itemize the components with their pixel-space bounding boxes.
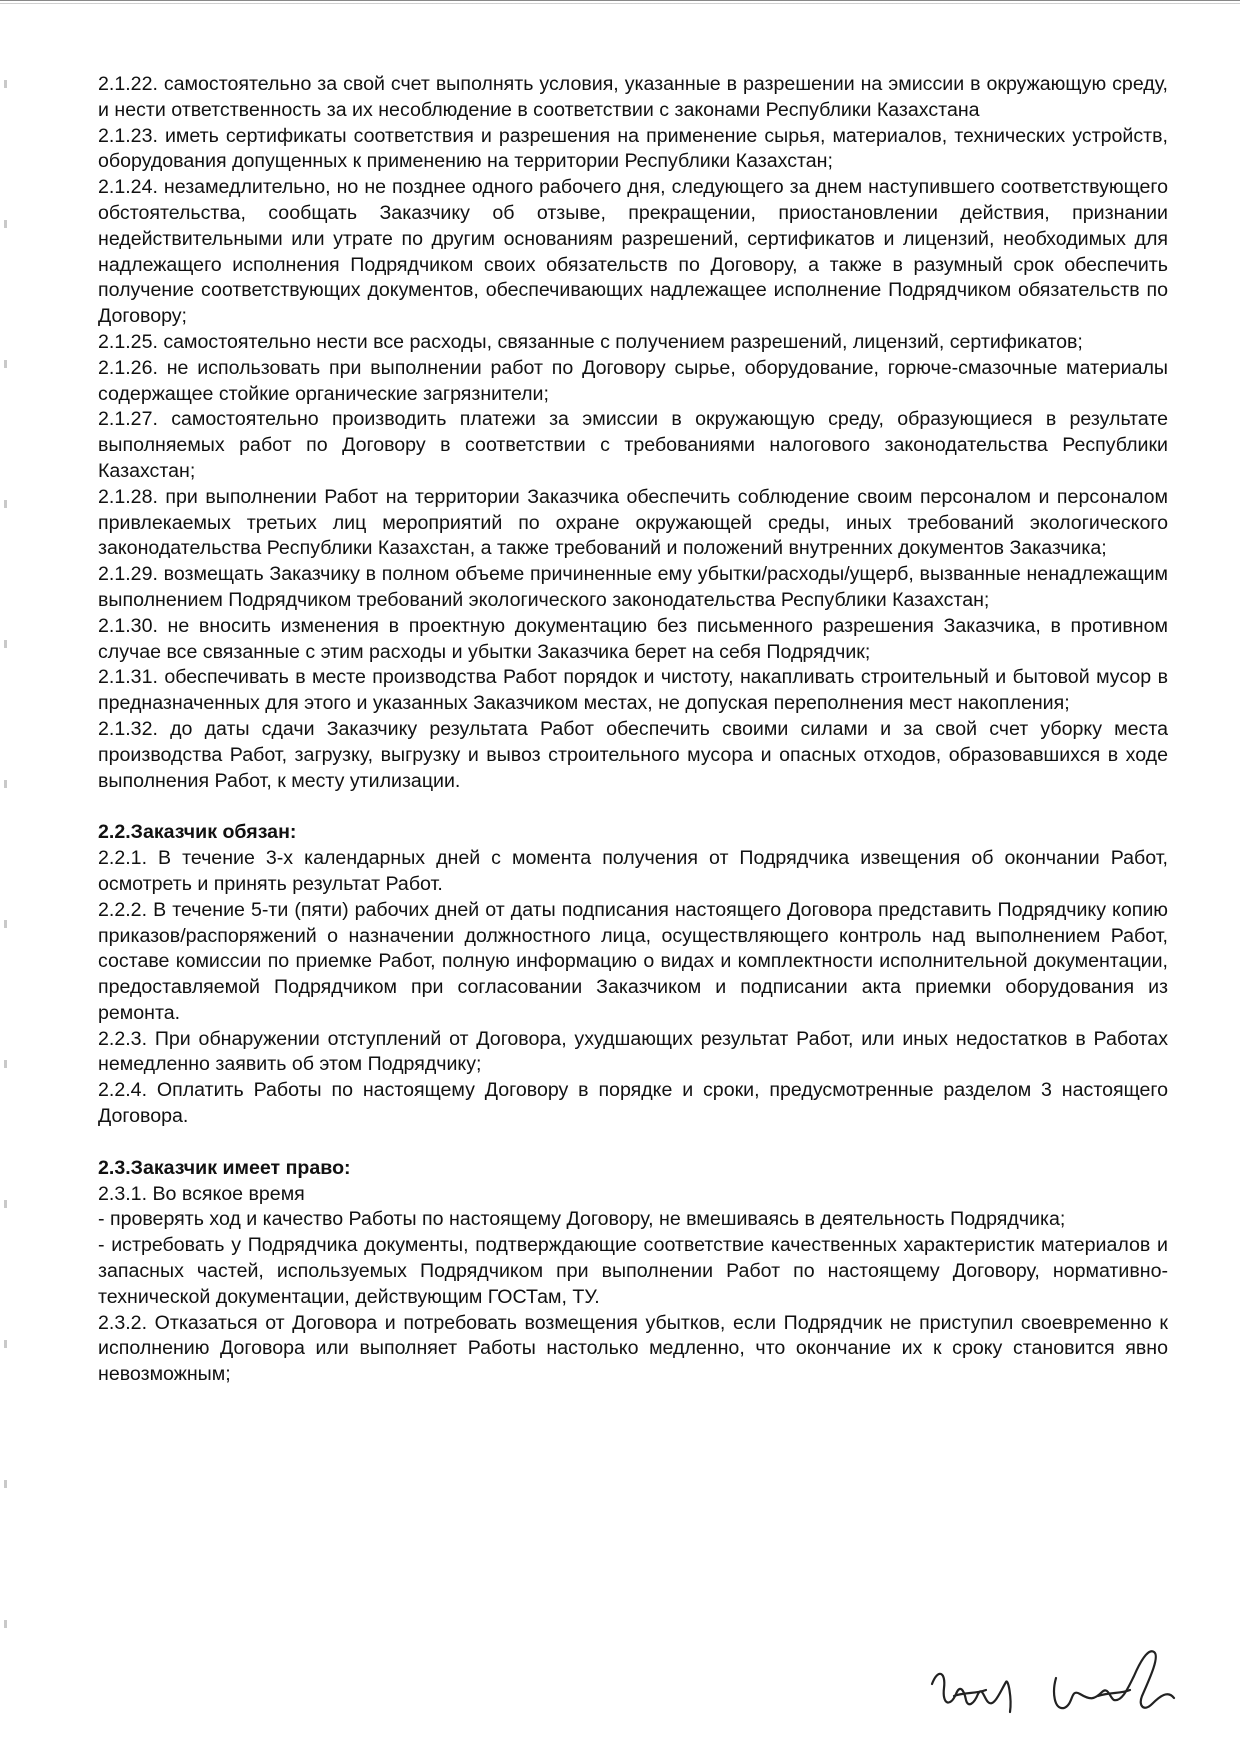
clause-2-3-2: 2.3.2. Отказаться от Договора и потребовать возмещения убытков, если Подрядчик не приступил своевременно к исполнению Договора или выполняет Работы настолько медленно, что окончание их к сроку становится явно невозможным; (98, 1311, 1168, 1386)
clause-2-2-2: 2.2.2. В течение 5-ти (пяти) рабочих дней от даты подписания настоящего Договора представить Подрядчику копию приказов/распоряжений о назначении должностного лица, осуществляющего контроль над выполнением Работ, составе комиссии по приемке Работ, полную информацию о видах и комплектности исполнительной документации, предоставляемой Подрядчиком при согласовании Заказчиком и подписании акта приемки оборудования из ремонта. (98, 898, 1168, 1024)
section-heading-2-2: 2.2.Заказчик обязан: (98, 821, 297, 844)
clause-2-1-26: 2.1.26. не использовать при выполнении работ по Договору сырье, оборудование, горюче-смазочные материалы содержащее стойкие органические загрязнители; (98, 356, 1168, 405)
section-gap (98, 794, 1168, 820)
clause-2-1-25: 2.1.25. самостоятельно нести все расходы, связанные с получением разрешений, лицензий, сертификатов; (98, 330, 1083, 353)
clause-2-1-28: 2.1.28. при выполнении Работ на территории Заказчика обеспечить соблюдение своим персоналом и персоналом привлекаемых третьих лиц мероприятий по охране окружающей среды, иных требований экологического законодательства Республики Казахстан, а также требований и положений внутренних документов Заказчика; (98, 485, 1168, 560)
document-body (98, 72, 1168, 1388)
clause-2-1-24: 2.1.24. незамедлительно, но не позднее одного рабочего дня, следующего за днем наступившего соответствующего обстоятельства, сообщать Заказчику об отзыве, прекращении, приостановлении действия, признании недействительными или утрате по другим основаниям разрешений, сертификатов и лицензий, необходимых для надлежащего исполнения Подрядчиком своих обязательств по Договору, а также в разумный срок обеспечить получение соответствующих документов, обеспечивающих надлежащее исполнение Подрядчиком обязательств по Договору; (98, 176, 1168, 328)
section-gap (98, 1130, 1168, 1156)
handwritten-signature-icon (1054, 1651, 1174, 1708)
clause-2-1-31: 2.1.31. обеспечивать в месте производства Работ порядок и чистоту, накапливать строительный и бытовой мусор в предназначенных для этого и указанных Заказчиком местах, не допуская переполнения мест накопления; (98, 666, 1168, 715)
scan-edge-left (4, 20, 7, 1740)
handwritten-signature-icon (932, 1674, 1011, 1712)
clause-2-2-3: 2.2.3. При обнаружении отступлений от Договора, ухудшающих результат Работ, или иных недостатков в Работах немедленно заявить об этом Подрядчику; (98, 1027, 1168, 1076)
clause-2-2-4: 2.2.4. Оплатить Работы по настоящему Договору в порядке и сроки, предусмотренные разделом 3 настоящего Договора. (98, 1079, 1168, 1128)
signatures-svg (924, 1638, 1184, 1734)
clause-2-1-32: 2.1.32. до даты сдачи Заказчику результата Работ обеспечить своими силами и за свой счет уборку места производства Работ, загрузку, выгрузку и вывоз строительного мусора и опасных отходов, образовавшихся в ходе выполнения Работ, к месту утилизации. (98, 717, 1168, 792)
clause-2-1-30: 2.1.30. не вносить изменения в проектную документацию без письменного разрешения Заказчика, в противном случае все связанные с этим расходы и убытки Заказчика берет на себя Подрядчик; (98, 614, 1168, 663)
clause-2-3-1: 2.3.1. Во всякое время (98, 1182, 305, 1205)
clause-2-3-1-item-2: - истребовать у Подрядчика документы, подтверждающие соответствие качественных характеристик материалов и запасных частей, используемых Подрядчиком при выполнении Работ по настоящему Договору, нормативно-технической документации, действующим ГОСТам, ТУ. (98, 1234, 1168, 1308)
section-heading-2-3: 2.3.Заказчик имеет право: (98, 1156, 351, 1179)
clause-2-2-1: 2.2.1. В течение 3-х календарных дней с момента получения от Подрядчика извещения об окончании Работ, осмотреть и принять результат Работ. (98, 847, 1168, 895)
scan-edge-top (0, 0, 1240, 8)
clause-2-1-22: 2.1.22. самостоятельно за свой счет выполнять условия, указанные в разрешении на эмиссии в окружающую среду, и нести ответственность за их несоблюдение в соответствии с законами Республики Казахстана (98, 73, 1168, 121)
clause-2-1-29: 2.1.29. возмещать Заказчику в полном объеме причиненные ему убытки/расходы/ущерб, вызванные ненадлежащим выполнением Подрядчиком требований экологического законодательства Республики Казахстан; (98, 563, 1168, 611)
signatures (924, 1638, 1184, 1734)
clause-2-3-1-item-1: - проверять ход и качество Работы по настоящему Договору, не вмешиваясь в деятельность Подрядчика; (98, 1208, 1066, 1231)
clause-2-1-27: 2.1.27. самостоятельно производить платежи за эмиссии в окружающую среду, образующиеся в результате выполняемых работ по Договору в соответствии с требованиями налогового законодательства Республики Казахстан; (98, 408, 1168, 482)
clause-2-1-23: 2.1.23. иметь сертификаты соответствия и разрешения на применение сырья, материалов, технических устройств, оборудования допущенных к применению на территории Республики Казахстан; (98, 124, 1168, 173)
